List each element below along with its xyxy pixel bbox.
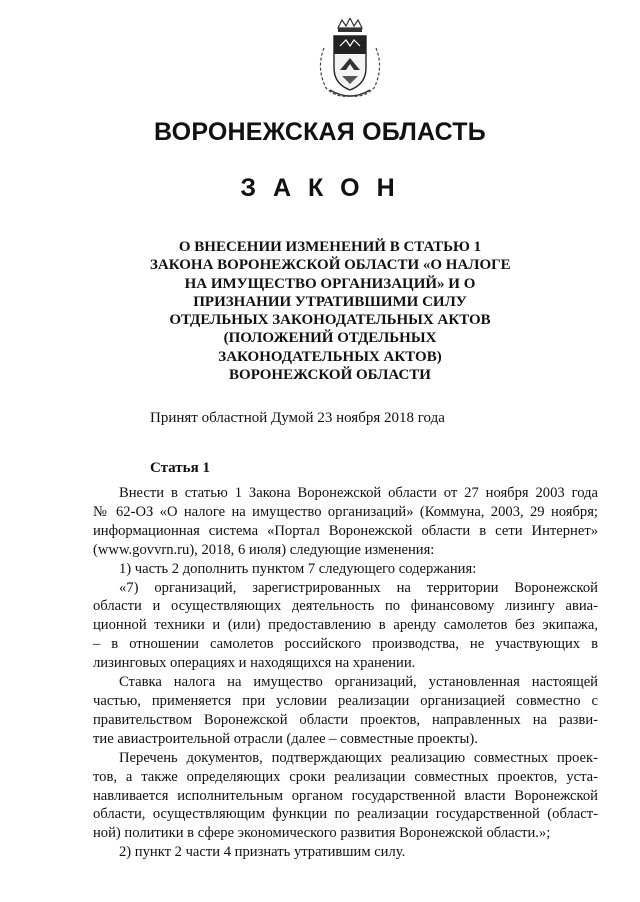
body-line: Перечень документов, подтверждающих реализацию совместных проек-	[119, 749, 598, 766]
coat-of-arms-emblem	[310, 18, 390, 102]
body-line: информационная система «Портал Воронежской области в сети Интернет»	[93, 522, 598, 539]
body-line: – в отношении самолетов российского производства, не участвующих в	[93, 636, 598, 653]
body-line: (www.govvrn.ru), 2018, 6 июля) следующие изменения:	[93, 541, 435, 558]
body-line: № 62-ОЗ «О налоге на имущество организаций» (Коммуна, 2003, 29 ноября;	[93, 503, 598, 520]
body-line: правительством Воронежской области проектов, направленных на разви-	[93, 711, 598, 728]
body-line: частью, применяется при условии реализации организацией совместно с	[93, 692, 598, 709]
title-line: ВОРОНЕЖСКОЙ ОБЛАСТИ	[229, 367, 431, 384]
title-line: ОТДЕЛЬНЫХ ЗАКОНОДАТЕЛЬНЫХ АКТОВ	[169, 312, 491, 329]
body-line: 1) часть 2 дополнить пунктом 7 следующего содержания:	[119, 560, 477, 577]
law-title	[150, 238, 510, 384]
body-line: Ставка налога на имущество организаций, установленная настоящей	[119, 674, 598, 691]
body-line: «7) организаций, зарегистрированных на территории Воронежской	[119, 579, 598, 596]
article-body	[93, 484, 598, 862]
title-line: ПРИЗНАНИИ УТРАТИВШИМИ СИЛУ	[193, 293, 467, 310]
body-line: навливается исполнительным органом государственной власти Воронежской	[93, 787, 598, 804]
body-line: 2) пункт 2 части 4 признать утратившим силу.	[119, 844, 406, 861]
body-line: лизинговых операциях и находящихся на хранении.	[93, 655, 416, 672]
article-heading: Статья 1	[150, 460, 210, 476]
title-line: ЗАКОНА ВОРОНЕЖСКОЙ ОБЛАСТИ «О НАЛОГЕ	[150, 257, 511, 274]
title-line: О ВНЕСЕНИИ ИЗМЕНЕНИЙ В СТАТЬЮ 1	[178, 239, 482, 255]
body-line: ционной техники и (или) предоставлению в аренду самолетов без экипажа,	[93, 617, 598, 634]
body-line: Внести в статью 1 Закона Воронежской области от 27 ноября 2003 года	[119, 485, 598, 501]
body-line: ной) политики в сфере экономического развития Воронежской области.»;	[93, 825, 551, 842]
body-line: тие авиастроительной отрасли (далее – совместные проекты).	[93, 730, 478, 747]
title-line: ЗАКОНОДАТЕЛЬНЫХ АКТОВ)	[218, 348, 442, 365]
body-line: области и осуществляющих деятельность по финансовому лизингу авиа-	[93, 598, 598, 615]
adoption-note: Принят областной Думой 23 ноября 2018 года	[150, 410, 445, 426]
document-type: З А К О Н	[240, 174, 400, 202]
title-line: (ПОЛОЖЕНИЙ ОТДЕЛЬНЫХ	[223, 330, 437, 347]
body-line: тов, а также определяющих сроки реализации совместных проектов, уста-	[93, 768, 598, 785]
title-line: НА ИМУЩЕСТВО ОРГАНИЗАЦИЙ» И О	[184, 275, 476, 292]
body-line: области, осуществляющим функции по реализации государственной (област-	[93, 806, 598, 823]
region-heading: ВОРОНЕЖСКАЯ ОБЛАСТЬ	[154, 118, 486, 146]
